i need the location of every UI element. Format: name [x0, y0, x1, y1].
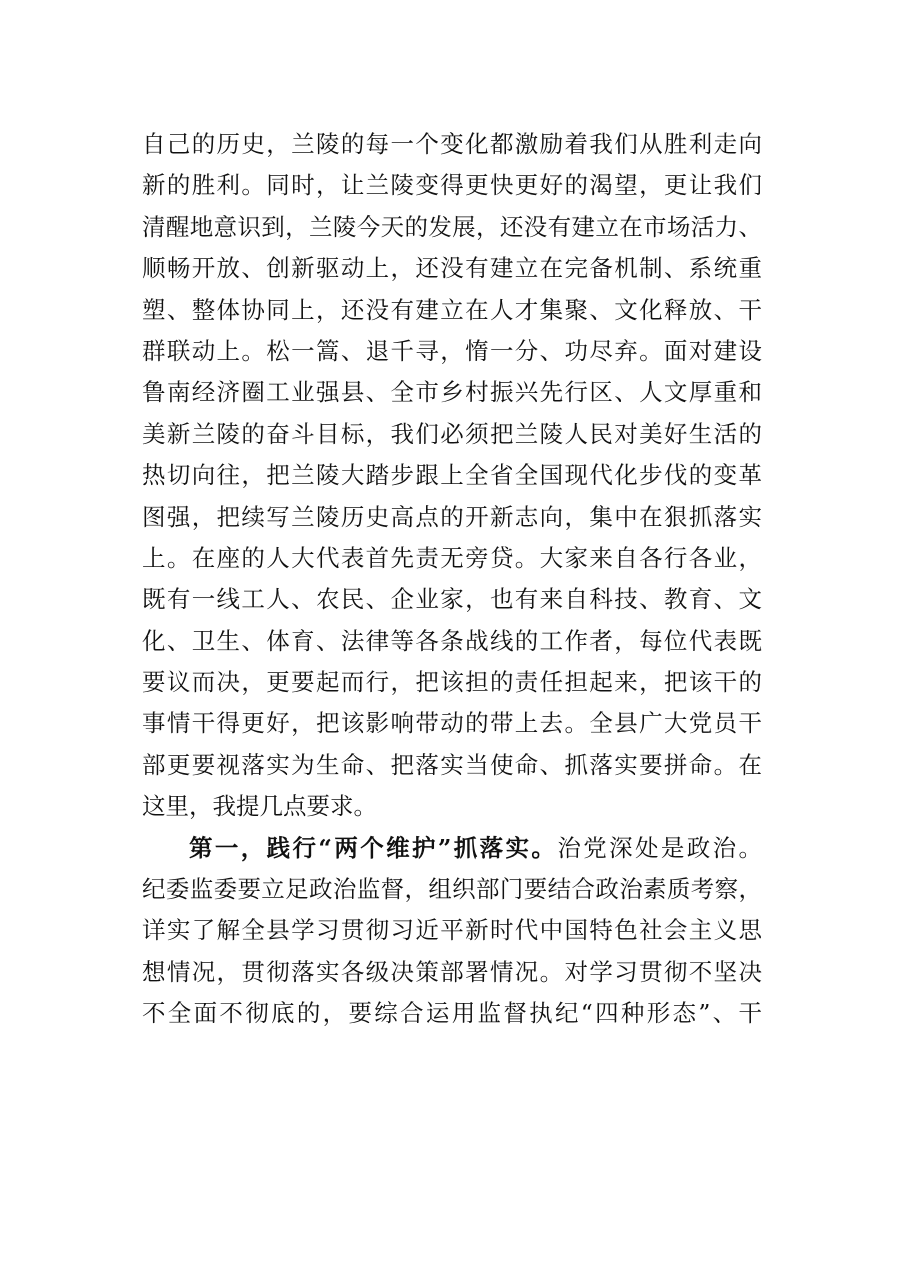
text-line: 图强，把续写兰陵历史高点的开新志向，集中在狠抓落实: [142, 502, 762, 531]
text-line: 化、卫生、体育、法律等各条战线的工作者，每位代表既: [142, 626, 762, 655]
text-line: 热切向往，把兰陵大踏步跟上全省全国现代化步伐的变革: [142, 461, 762, 490]
text-line: 群联动上。松一篙、退千寻，惰一分、功尽弃。面对建设: [142, 336, 762, 365]
text-line: 美新兰陵的奋斗目标，我们必须把兰陵人民对美好生活的: [142, 419, 762, 448]
text-span: 治党深处是政治。: [557, 833, 763, 862]
text-line: 要议而决，更要起而行，把该担的责任担起来，把该干的: [142, 668, 762, 697]
text-line: 上。在座的人大代表首先责无旁贷。大家来自各行各业，: [142, 543, 762, 572]
text-line: 纪委监委要立足政治监督，组织部门要结合政治素质考察，: [142, 875, 762, 904]
text-line: 自己的历史，兰陵的每一个变化都激励着我们从胜利走向: [142, 130, 762, 158]
text-line: 清醒地意识到，兰陵今天的发展，还没有建立在市场活力、: [142, 212, 762, 241]
text-line: 事情干得更好，把该影响带动的带上去。全县广大党员干: [142, 709, 762, 738]
text-line: 既有一线工人、农民、企业家，也有来自科技、教育、文: [142, 585, 762, 614]
text-line: 详实了解全县学习贯彻习近平新时代中国特色社会主义思: [142, 916, 762, 945]
text-line: 顺畅开放、创新驱动上，还没有建立在完备机制、系统重: [142, 254, 762, 283]
section-heading: 第一，践行“两个维护”抓落实。: [189, 833, 558, 862]
text-line: 塑、整体协同上，还没有建立在人才集聚、文化释放、干: [142, 295, 762, 324]
text-line: 不全面不彻底的，要综合运用监督执纪“四种形态”、干: [142, 999, 762, 1028]
body-text: [142, 124, 762, 1035]
text-line: 这里，我提几点要求。: [142, 792, 377, 821]
text-line: 想情况，贯彻落实各级决策部署情况。对学习贯彻不坚决: [142, 957, 762, 986]
text-line: 新的胜利。同时，让兰陵变得更快更好的渴望，更让我们: [142, 171, 762, 200]
text-line: 鲁南经济圈工业强县、全市乡村振兴先行区、人文厚重和: [142, 378, 762, 407]
paragraph-first-line: [142, 828, 762, 869]
text-line: 部更要视落实为生命、把落实当使命、抓落实要拼命。在: [142, 750, 762, 779]
